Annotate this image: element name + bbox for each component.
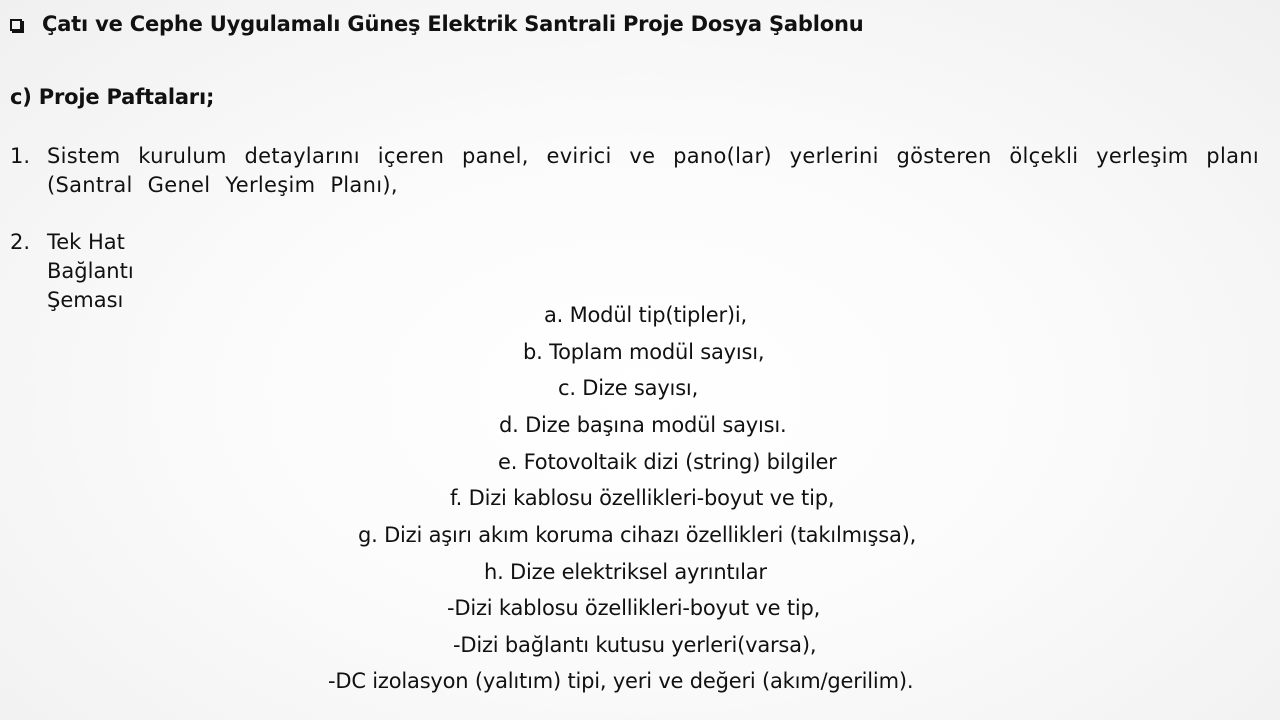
sub-item-cable: -Dizi kablosu özellikleri-boyut ve tip, [447,596,821,620]
sub-item-g: g. Dizi aşırı akım koruma cihazı özellikleri (takılmışsa), [358,523,917,547]
page-title: Çatı ve Cephe Uygulamalı Güneş Elektrik Santrali Proje Dosya Şablonu [42,12,864,36]
title-row [10,12,863,36]
item-text: Tek Hat Bağlantı Şeması [47,230,134,312]
sub-item-c: c. Dize sayısı, [558,376,699,400]
sub-item-junction-box: -Dizi bağlantı kutusu yerleri(varsa), [453,633,817,657]
sub-item-d: d. Dize başına modül sayısı. [499,413,787,437]
item-number: 1. [10,144,31,168]
sub-item-e: e. Fotovoltaik dizi (string) bilgiler [498,450,837,474]
checkbox-bullet-icon [10,19,22,31]
item-text: Sistem kurulum detaylarını içeren panel, evirici ve pano(lar) yerlerini gösteren ölçekli yerleşim planı (Santral Genel Yerleşim Planı), [47,144,1259,197]
sub-item-a: a. Modül tip(tipler)i, [544,303,748,327]
section-heading: c) Proje Paftaları; [10,85,215,109]
sub-item-f: f. Dizi kablosu özellikleri-boyut ve tip, [450,486,835,510]
item-number: 2. [10,230,31,254]
sub-item-dc-isolation: -DC izolasyon (yalıtım) tipi, yeri ve değeri (akım/gerilim). [328,669,914,693]
sub-item-h: h. Dize elektriksel ayrıntılar [484,560,767,584]
sub-item-b: b. Toplam modül sayısı, [523,340,765,364]
